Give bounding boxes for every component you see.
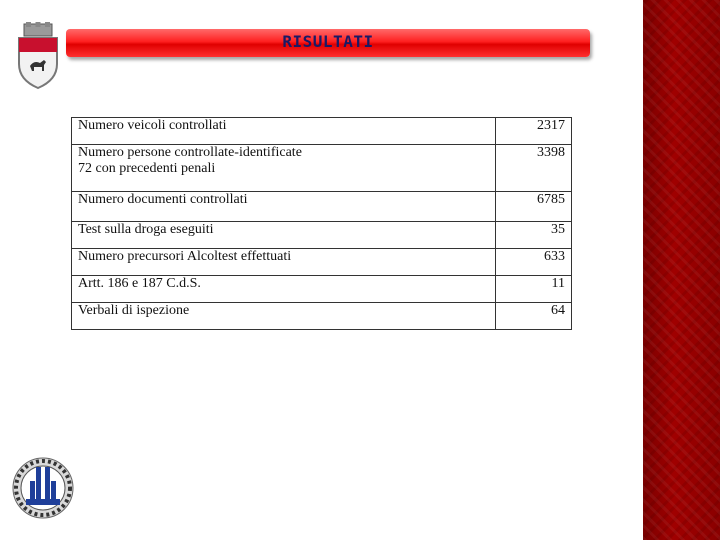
- title-banner: [66, 29, 590, 57]
- row-label: Numero veicoli controllati: [72, 118, 496, 145]
- row-value: 11: [496, 276, 572, 303]
- table-row: [72, 303, 572, 330]
- row-value: 35: [496, 222, 572, 249]
- row-value: 2317: [496, 118, 572, 145]
- row-value: 64: [496, 303, 572, 330]
- row-label: Test sulla droga eseguiti: [72, 222, 496, 249]
- row-label: Numero documenti controllati: [72, 192, 496, 222]
- decorative-side-band: [643, 0, 720, 540]
- row-label: Verbali di ispezione: [72, 303, 496, 330]
- results-table: [71, 117, 572, 330]
- table-row: [72, 249, 572, 276]
- table-row: [72, 118, 572, 145]
- row-label: Artt. 186 e 187 C.d.S.: [72, 276, 496, 303]
- row-label: Numero persone controllate-identificate 72 con precedenti penali: [72, 145, 496, 192]
- coat-of-arms-icon: [16, 22, 60, 90]
- police-badge-icon: [12, 457, 74, 519]
- row-value: 633: [496, 249, 572, 276]
- table-row: [72, 192, 572, 222]
- table-row: [72, 222, 572, 249]
- table-row: [72, 145, 572, 192]
- row-value: 3398: [496, 145, 572, 192]
- row-label: Numero precursori Alcoltest effettuati: [72, 249, 496, 276]
- row-value: 6785: [496, 192, 572, 222]
- table-row: [72, 276, 572, 303]
- page-title: RISULTATI: [282, 32, 374, 51]
